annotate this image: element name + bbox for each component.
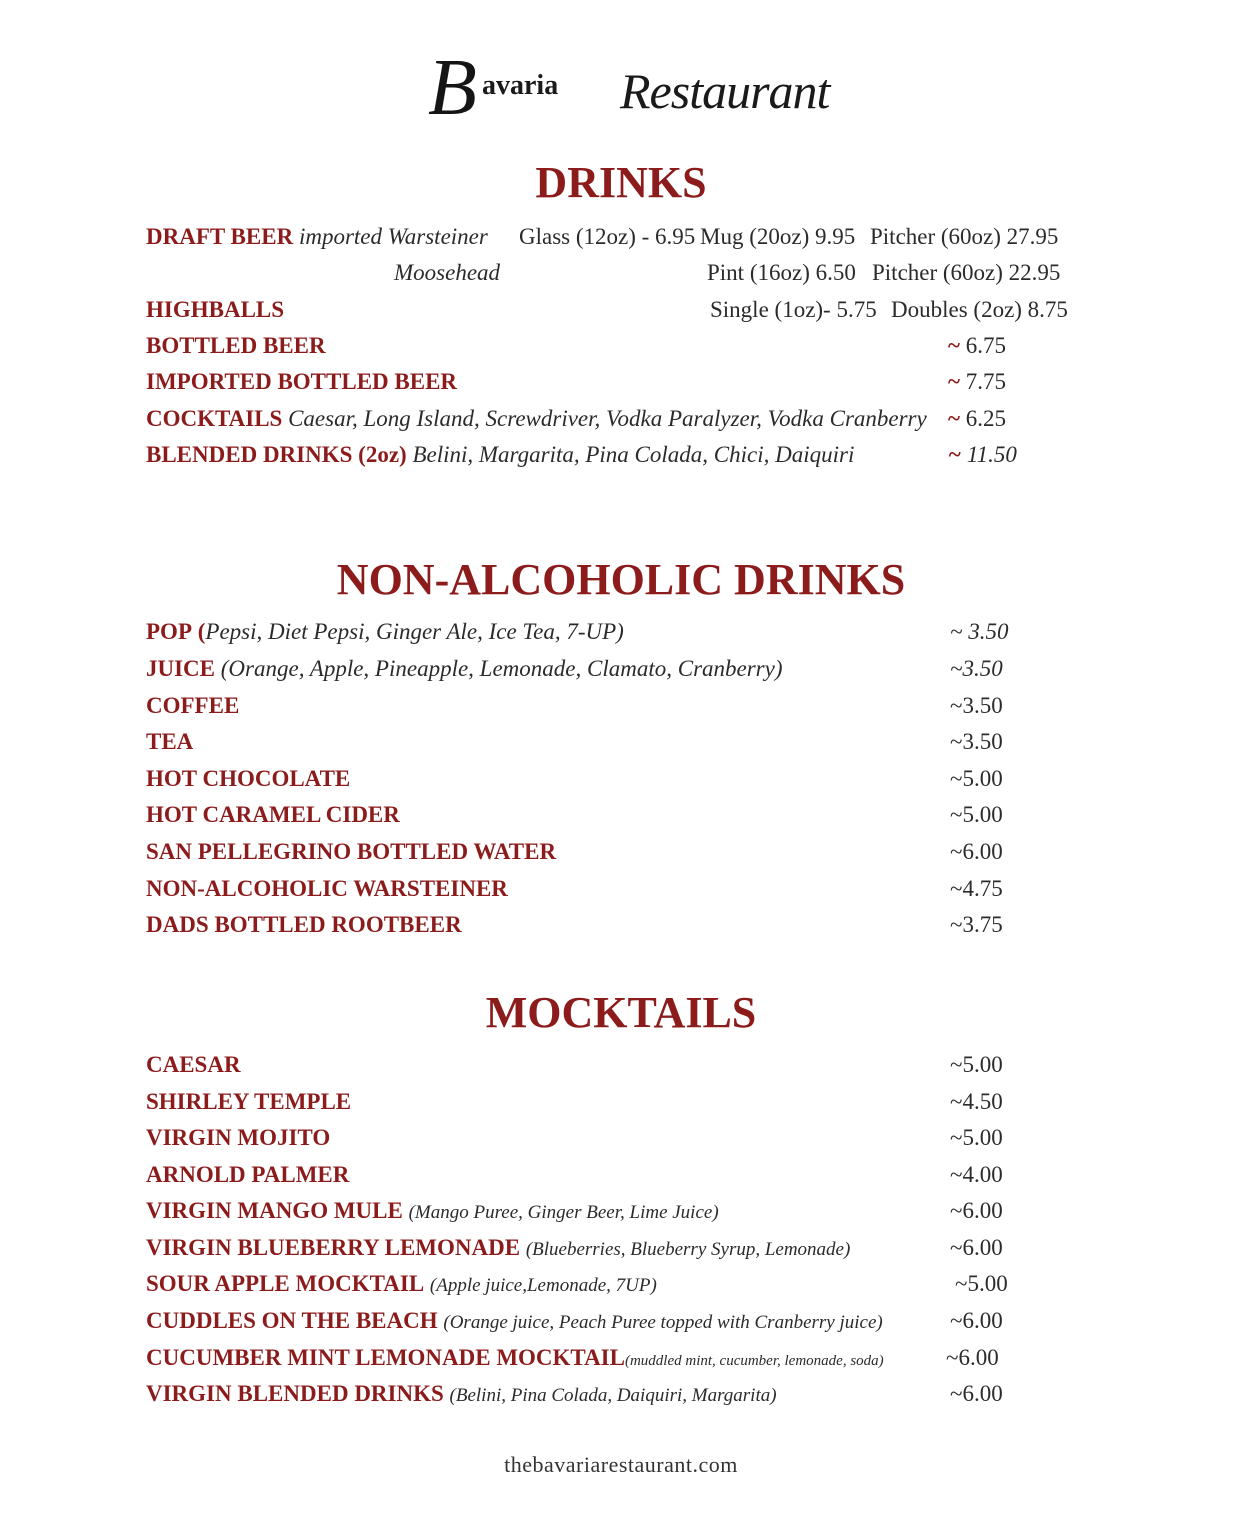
mocktails-heading: MOCKTAILS bbox=[485, 988, 757, 1037]
item-name: TEA bbox=[146, 729, 194, 754]
menu-item bbox=[146, 402, 927, 436]
item-name: VIRGIN BLUEBERRY LEMONADE bbox=[146, 1235, 521, 1260]
menu-item bbox=[146, 652, 783, 686]
menu-item bbox=[146, 1267, 657, 1301]
item-name: VIRGIN BLENDED DRINKS bbox=[146, 1381, 444, 1406]
item-desc: (muddled mint, cucumber, lemonade, soda) bbox=[624, 1353, 884, 1369]
menu-item bbox=[146, 1085, 351, 1119]
menu-item bbox=[146, 1304, 883, 1338]
item-desc: (Blueberries, Blueberry Syrup, Lemonade) bbox=[525, 1239, 851, 1260]
item-desc: (Orange, Apple, Pineapple, Lemonade, Clamato, Cranberry) bbox=[220, 656, 783, 681]
item-name: POP bbox=[146, 619, 192, 644]
item-name: HOT CHOCOLATE bbox=[146, 766, 351, 791]
menu-item bbox=[146, 798, 400, 832]
price-value: 11.50 bbox=[966, 442, 1017, 467]
item-price: ~3.50 bbox=[950, 656, 1003, 681]
menu-item bbox=[146, 615, 624, 649]
price-value: 7.75 bbox=[965, 369, 1006, 394]
item-name: IMPORTED BOTTLED BEER bbox=[146, 369, 458, 394]
item-name: SHIRLEY TEMPLE bbox=[146, 1089, 352, 1114]
item-price: ~6.00 bbox=[950, 1198, 1003, 1223]
item-name: HOT CARAMEL CIDER bbox=[146, 802, 400, 827]
item-name: CAESAR bbox=[146, 1052, 241, 1077]
drinks-heading: DRINKS bbox=[535, 158, 707, 207]
item-desc: (Belini, Pina Colada, Daiquiri, Margarita) bbox=[449, 1385, 777, 1406]
item-price: ~6.00 bbox=[950, 1381, 1003, 1406]
restaurant-logo bbox=[420, 44, 830, 143]
item-desc: Belini, Margarita, Pina Colada, Chici, Daiquiri bbox=[412, 442, 855, 467]
item-name: VIRGIN MOJITO bbox=[146, 1125, 331, 1150]
item-name: CUDDLES ON THE BEACH bbox=[146, 1308, 438, 1333]
item-price: ~5.00 bbox=[950, 766, 1003, 791]
item-price: ~4.00 bbox=[950, 1162, 1003, 1187]
draft-glass-price: Glass (12oz) - 6.95 bbox=[519, 224, 696, 249]
item-name: COFFEE bbox=[146, 693, 240, 718]
non-alcoholic-heading: NON-ALCOHOLIC DRINKS bbox=[336, 555, 906, 604]
menu-item bbox=[146, 908, 462, 942]
logo-word-avaria: avaria bbox=[482, 70, 559, 101]
item-price: ~5.00 bbox=[955, 1271, 1008, 1296]
menu-item bbox=[146, 689, 239, 723]
price-tilde: ~ bbox=[948, 406, 960, 431]
menu-item bbox=[146, 1231, 850, 1265]
menu-item bbox=[146, 1121, 330, 1155]
menu-item bbox=[146, 1158, 349, 1192]
item-desc: (Orange juice, Peach Puree topped with Cranberry juice) bbox=[443, 1312, 883, 1333]
menu-item bbox=[146, 872, 508, 906]
item-name: HIGHBALLS bbox=[146, 297, 285, 322]
menu-item bbox=[146, 1194, 719, 1228]
item-desc: imported Warsteiner bbox=[298, 224, 488, 249]
item-price: ~5.00 bbox=[950, 1052, 1003, 1077]
moosehead-pint-price: Pint (16oz) 6.50 bbox=[707, 260, 856, 285]
menu-item bbox=[146, 438, 854, 472]
item-name: VIRGIN MANGO MULE bbox=[146, 1198, 403, 1223]
item-desc: (Apple juice,Lemonade, 7UP) bbox=[429, 1275, 657, 1296]
menu-item-highballs bbox=[146, 293, 284, 327]
item-desc: Caesar, Long Island, Screwdriver, Vodka Paralyzer, Vodka Cranberry bbox=[288, 406, 927, 431]
item-price bbox=[948, 402, 1006, 436]
website-footer: thebavariarestaurant.com bbox=[504, 1452, 738, 1477]
highball-doubles-price: Doubles (2oz) 8.75 bbox=[891, 297, 1068, 322]
item-price: ~4.50 bbox=[950, 1089, 1003, 1114]
item-price: ~ 3.50 bbox=[950, 619, 1009, 644]
price-value: 6.25 bbox=[965, 406, 1006, 431]
menu-item bbox=[146, 365, 457, 399]
price-tilde: ~ bbox=[948, 333, 960, 358]
item-name: JUICE bbox=[146, 656, 216, 681]
draft-pitcher-price: Pitcher (60oz) 27.95 bbox=[870, 224, 1059, 249]
item-price: ~5.00 bbox=[950, 802, 1003, 827]
item-name: COCKTAILS bbox=[146, 406, 283, 431]
item-price: ~4.75 bbox=[950, 876, 1003, 901]
moosehead-label: Moosehead bbox=[394, 260, 501, 285]
price-value: 6.75 bbox=[965, 333, 1006, 358]
logo-initial: B bbox=[428, 44, 477, 132]
item-price: ~6.00 bbox=[950, 1308, 1003, 1333]
item-desc: (Mango Puree, Ginger Beer, Lime Juice) bbox=[408, 1202, 719, 1223]
draft-mug-price: Mug (20oz) 9.95 bbox=[700, 224, 856, 249]
item-price: ~6.00 bbox=[950, 1235, 1003, 1260]
item-name: BOTTLED BEER bbox=[146, 333, 326, 358]
menu-item bbox=[146, 1341, 884, 1375]
item-name: DADS BOTTLED ROOTBEER bbox=[146, 912, 462, 937]
price-tilde: ~ bbox=[948, 442, 962, 467]
item-price bbox=[948, 329, 1006, 363]
item-desc: Pepsi, Diet Pepsi, Ginger Ale, Ice Tea, 7-UP) bbox=[205, 619, 624, 644]
item-name: NON-ALCOHOLIC WARSTEINER bbox=[146, 876, 508, 901]
item-price: ~3.50 bbox=[950, 693, 1003, 718]
item-price bbox=[948, 365, 1006, 399]
item-name: DRAFT BEER bbox=[146, 224, 294, 249]
menu-item bbox=[146, 762, 350, 796]
item-price: ~6.00 bbox=[950, 839, 1003, 864]
item-price: ~3.75 bbox=[950, 912, 1003, 937]
menu-item bbox=[146, 329, 326, 363]
item-price: ~3.50 bbox=[950, 729, 1003, 754]
price-tilde: ~ bbox=[948, 369, 960, 394]
menu-item bbox=[146, 835, 556, 869]
menu-item bbox=[146, 1048, 241, 1082]
highball-single-price: Single (1oz)- 5.75 bbox=[710, 297, 877, 322]
item-name: CUCUMBER MINT LEMONADE MOCKTAIL bbox=[146, 1345, 625, 1370]
moosehead-pitcher-price: Pitcher (60oz) 22.95 bbox=[872, 260, 1061, 285]
item-price: ~6.00 bbox=[946, 1345, 999, 1370]
menu-item-draft-beer bbox=[146, 220, 488, 254]
item-name: BLENDED DRINKS (2oz) bbox=[146, 442, 407, 467]
menu-item bbox=[146, 725, 193, 759]
logo-word-restaurant: Restaurant bbox=[620, 63, 830, 119]
item-name: SOUR APPLE MOCKTAIL bbox=[146, 1271, 425, 1296]
menu-item bbox=[146, 1377, 777, 1411]
item-name: SAN PELLEGRINO BOTTLED WATER bbox=[146, 839, 557, 864]
item-price: ~5.00 bbox=[950, 1125, 1003, 1150]
item-paren: ( bbox=[197, 619, 206, 644]
item-name: ARNOLD PALMER bbox=[146, 1162, 350, 1187]
item-price bbox=[948, 438, 1017, 472]
